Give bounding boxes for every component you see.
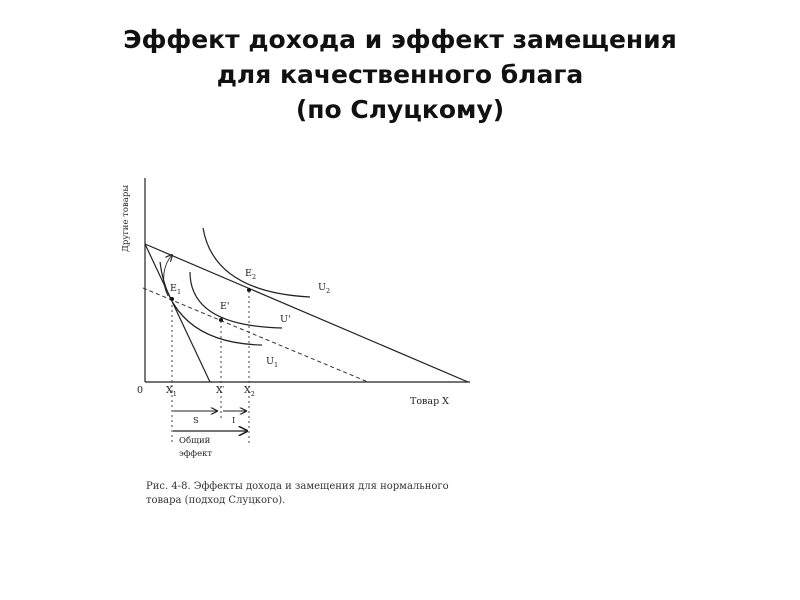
title-line-2: для качественного блага xyxy=(216,60,584,89)
indifference-curve-u-prime xyxy=(190,272,282,328)
label-substitution-effect: S xyxy=(193,416,199,426)
label-u1: $U_1$ xyxy=(266,356,279,369)
tick-x2: $X_2$ xyxy=(244,385,255,398)
label-e1: $E_1$ xyxy=(170,283,182,296)
tick-x1: $X_1$ xyxy=(166,385,177,398)
title-line-3: (по Слуцкому) xyxy=(295,95,505,124)
label-total-effect-2: эффект xyxy=(179,449,213,459)
original-budget-line xyxy=(145,244,210,382)
label-u-prime: U' xyxy=(280,314,291,325)
label-total-effect-1: Общий xyxy=(179,436,211,446)
x-axis-label: Товар X xyxy=(410,396,449,407)
figure-caption-line-1: Рис. 4-8. Эффекты дохода и замещения для нормального xyxy=(146,481,449,492)
figure-caption-line-2: товара (подход Слуцкого). xyxy=(146,495,286,506)
label-e2: $E_2$ xyxy=(245,268,257,281)
origin-label: 0 xyxy=(137,385,144,396)
tick-x-prime: X' xyxy=(216,385,225,396)
indifference-curve-u2 xyxy=(203,228,310,297)
label-u2: $U_2$ xyxy=(318,282,331,295)
title-line-1: Эффект дохода и эффект замещения xyxy=(123,25,677,54)
new-budget-line xyxy=(145,244,468,382)
label-income-effect: I xyxy=(232,416,236,426)
label-e-prime: E' xyxy=(220,301,230,312)
y-axis-label: Другие товары xyxy=(121,184,131,252)
compensated-budget-line xyxy=(143,288,368,382)
